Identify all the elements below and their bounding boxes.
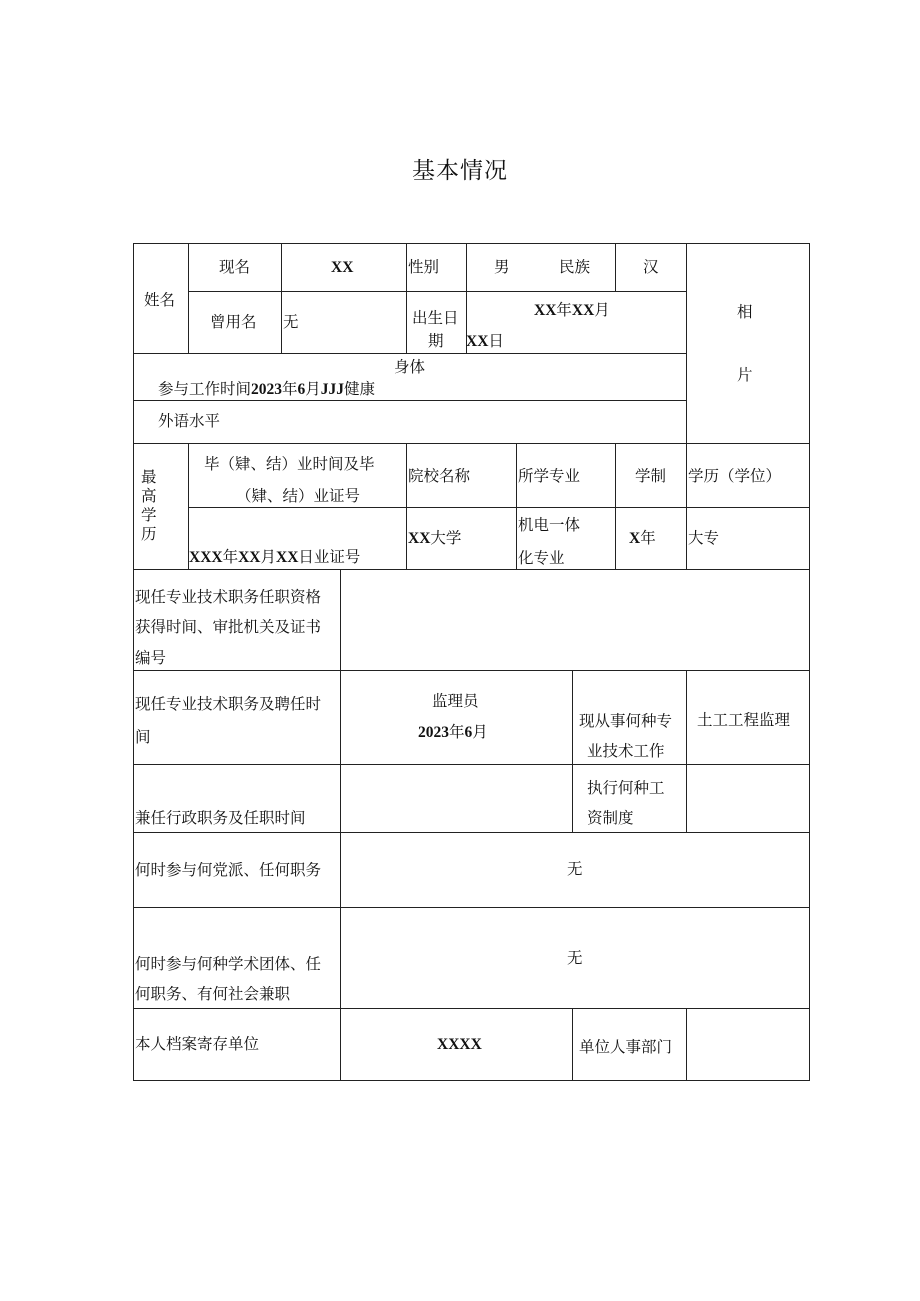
- table-rule: [406, 243, 407, 353]
- highest-education-label: 历: [141, 525, 157, 543]
- study-length-num: X: [629, 530, 641, 547]
- table-rule: [133, 670, 810, 671]
- table-rule: [133, 400, 686, 401]
- major-value: 化专业: [518, 549, 565, 567]
- current-post-date: [418, 725, 488, 741]
- month-unit: 月: [594, 301, 610, 319]
- photo-label: 片: [737, 366, 753, 384]
- grad-year: XXX: [189, 549, 223, 566]
- party-label: 何时参与何党派、任何职务: [135, 861, 322, 879]
- table-border-left: [133, 243, 134, 1081]
- qualification-label: 编号: [135, 649, 167, 667]
- body-label: 身体: [394, 358, 426, 376]
- academic-value: 无: [567, 949, 583, 967]
- former-name-value: 无: [283, 313, 299, 331]
- table-rule: [188, 291, 686, 292]
- post-year: 2023: [418, 724, 449, 741]
- year-unit: 年: [449, 723, 465, 741]
- wage-system-label: 资制度: [587, 809, 634, 827]
- birth-day-placeholder: XX: [466, 333, 489, 350]
- table-border-bottom: [133, 1080, 810, 1081]
- work-start-year: 2023: [251, 381, 283, 398]
- birth-date-label: 期: [428, 332, 444, 350]
- table-rule: [133, 443, 810, 444]
- hr-department-label: 单位人事部门: [579, 1038, 673, 1056]
- birth-date-value: [466, 334, 504, 350]
- gender-value: 男: [494, 258, 510, 276]
- highest-education-label: 高: [141, 487, 157, 505]
- table-rule: [686, 443, 687, 569]
- current-post-label: 现任专业技术职务及聘任时: [135, 695, 322, 713]
- table-rule: [572, 670, 573, 832]
- work-start-label: 参与工作时间: [158, 380, 252, 398]
- birth-month-placeholder: XX: [571, 302, 595, 319]
- party-value: 无: [567, 860, 583, 878]
- admin-post-label: 兼任行政职务及任职时间: [135, 809, 306, 827]
- degree-header: 学历（学位）: [688, 467, 782, 485]
- birth-date-label: 出生日: [412, 309, 459, 327]
- table-rule: [406, 443, 407, 569]
- study-length-header: 学制: [635, 467, 667, 485]
- month-unit: 月: [472, 723, 488, 741]
- school-header: 院校名称: [408, 467, 471, 485]
- year-unit: 年: [282, 380, 298, 398]
- archive-label: 本人档案寄存单位: [135, 1035, 260, 1053]
- table-rule: [281, 243, 282, 353]
- grad-day: XX: [276, 549, 299, 566]
- foreign-language-label: 外语水平: [158, 412, 221, 430]
- archive-value: XXXX: [437, 1036, 482, 1053]
- cert-suffix: 日业证号: [298, 548, 361, 566]
- highest-education-label: 最: [141, 468, 157, 486]
- month-unit: 月: [305, 380, 321, 398]
- table-rule: [686, 670, 687, 832]
- major-header: 所学专业: [518, 467, 581, 485]
- day-unit: 日: [488, 332, 504, 350]
- table-border-right: [809, 243, 810, 1081]
- wage-system-label: 执行何种工: [587, 779, 665, 797]
- work-start-month: 6: [297, 381, 306, 398]
- table-rule: [133, 1008, 810, 1009]
- health-label: 健康: [344, 380, 376, 398]
- school-placeholder: XX: [408, 530, 431, 547]
- birth-date-value: [534, 303, 610, 319]
- table-rule: [133, 569, 810, 570]
- grad-month: XX: [238, 549, 261, 566]
- post-month: 6: [464, 724, 473, 741]
- work-start-row: [158, 382, 375, 398]
- highest-education-label: 学: [141, 506, 157, 524]
- school-suffix: 大学: [430, 529, 462, 547]
- study-length-value: [629, 531, 656, 547]
- qualification-label: 获得时间、审批机关及证书: [135, 618, 322, 636]
- current-name-label: 现名: [219, 258, 251, 276]
- table-rule: [516, 443, 517, 569]
- table-rule: [340, 569, 341, 1081]
- table-rule: [188, 243, 189, 353]
- page-title: 基本情况: [412, 158, 508, 184]
- major-value: 机电一体: [518, 516, 581, 534]
- table-rule: [133, 832, 810, 833]
- degree-value: 大专: [688, 529, 720, 547]
- table-rule: [615, 243, 616, 291]
- work-field-label: 业技术工作: [587, 742, 665, 760]
- academic-label: 何时参与何种学术团体、任: [135, 955, 322, 973]
- table-rule: [686, 1008, 687, 1081]
- table-rule: [133, 764, 810, 765]
- photo-label: 相: [737, 303, 753, 321]
- graduation-header: 毕（肄、结）业时间及毕: [204, 455, 375, 473]
- table-rule: [615, 443, 616, 569]
- current-name-value: XX: [331, 259, 354, 276]
- table-rule: [133, 907, 810, 908]
- table-rule: [572, 1008, 573, 1081]
- name-label: 姓名: [144, 291, 176, 309]
- academic-label: 何职务、有何社会兼职: [135, 985, 291, 1003]
- year-unit: 年: [556, 301, 572, 319]
- ethnicity-label: 民族: [559, 258, 591, 276]
- work-field-label: 现从事何种专: [579, 712, 673, 730]
- year-unit: 年: [222, 548, 239, 566]
- table-rule: [188, 507, 810, 508]
- graduation-header: （肄、结）业证号: [236, 487, 361, 505]
- health-value: JJJ: [320, 381, 345, 398]
- birth-year-placeholder: XX: [534, 302, 557, 319]
- table-border-top: [133, 243, 810, 244]
- month-unit: 月: [260, 548, 277, 566]
- table-rule: [686, 243, 687, 443]
- school-value: [408, 531, 461, 547]
- current-post-title: 监理员: [432, 692, 479, 710]
- study-length-unit: 年: [640, 529, 656, 547]
- work-field-value: 土工工程监理: [697, 711, 791, 729]
- gender-label: 性别: [408, 258, 440, 276]
- current-post-label: 间: [135, 728, 151, 746]
- table-rule: [133, 353, 686, 354]
- graduation-value: [189, 550, 360, 566]
- ethnicity-value: 汉: [643, 258, 659, 276]
- former-name-label: 曾用名: [210, 313, 257, 331]
- qualification-label: 现任专业技术职务任职资格: [135, 588, 322, 606]
